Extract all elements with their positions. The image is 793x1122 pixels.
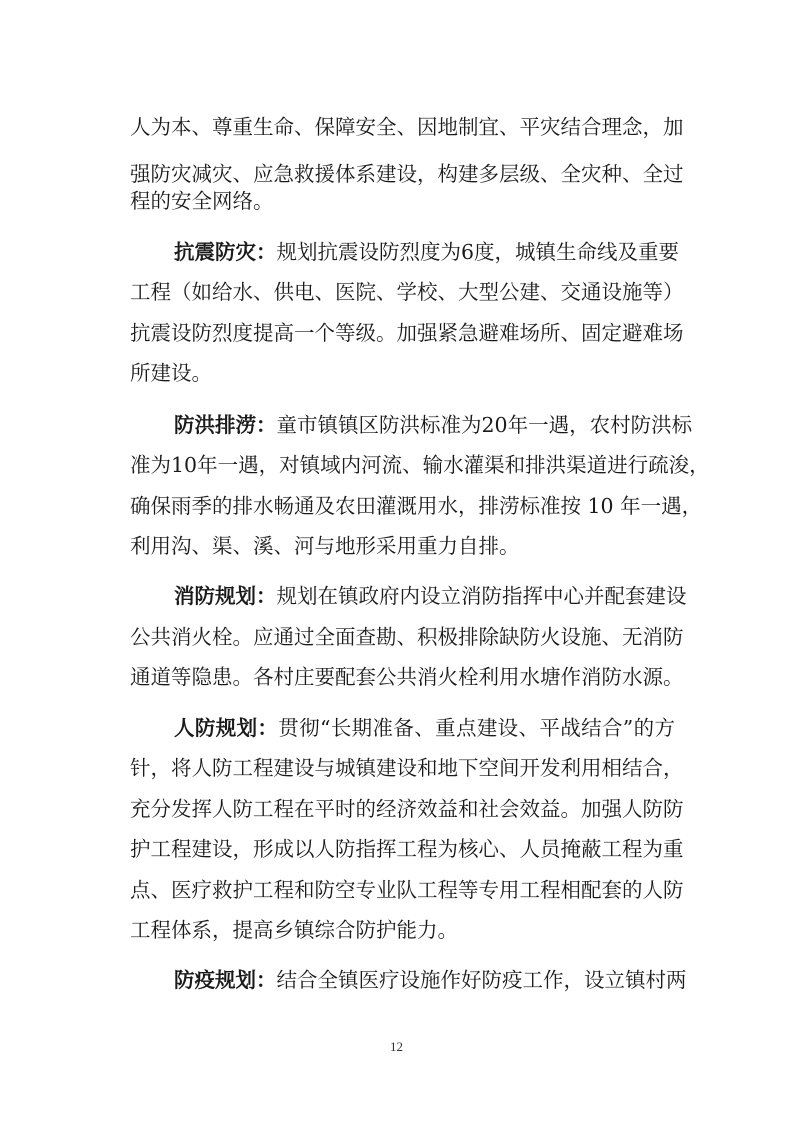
- text-line: 人为本、尊重生命、保障安全、因地制宜、平灾结合理念，加: [130, 115, 684, 139]
- text-line: 准为10年一遇，对镇域内河流、输水灌渠和排洪渠道进行疏浚，: [130, 453, 710, 477]
- text-span: 贯彻“长期准备、重点建设、平战结合”的方: [278, 716, 675, 740]
- text-span: 童市镇镇区防洪标准为20年一遇，农村防洪标: [276, 413, 693, 437]
- paragraph-first-line: [174, 581, 687, 611]
- text-line: [130, 915, 675, 945]
- text-span: 规划在镇政府内设立消防指挥中心并配套建设: [276, 584, 687, 608]
- text-span: 利用沟、渠、溪、河与地形采用重力自排。: [130, 534, 520, 558]
- section-heading: 防疫规划：: [174, 968, 277, 992]
- paragraph-first-line: [174, 713, 675, 743]
- text-line: [130, 662, 684, 692]
- text-line: 针，将人防工程建设与城镇建设和地下空间开发利用相结合，: [130, 756, 684, 780]
- text-span: 通道等隐患。各村庄要配套公共消火栓利用水塘作消防水源。: [130, 665, 684, 689]
- text-span: 结合全镇医疗设施作好防疫工作，设立镇村两: [276, 968, 687, 992]
- paragraph-first-line: [174, 410, 693, 440]
- text-line: 抗震设防烈度提高一个等级。加强紧急避难场所、固定避难场: [130, 321, 684, 345]
- paragraph-first-line: [174, 965, 687, 995]
- text-span: 所建设。: [130, 361, 212, 385]
- text-line: 确保雨季的排水畅通及农田灌溉用水，排涝标准按 10 年一遇，: [130, 494, 703, 518]
- text-span: 规划抗震设防烈度为6度，城镇生命线及重要: [276, 240, 680, 264]
- text-line: 点、医疗救护工程和防空专业队工程等专用工程相配套的人防: [130, 878, 684, 902]
- text-line: 公共消火栓。应通过全面查勘、积极排除缺防火设施、无消防: [130, 625, 684, 649]
- text-span: 程的安全网络。: [130, 189, 274, 213]
- text-line: 工程（如给水、供电、医院、学校、大型公建、交通设施等）: [130, 280, 684, 304]
- text-line: [130, 358, 675, 388]
- text-line: 充分发挥人防工程在平时的经济效益和社会效益。加强人防防: [130, 797, 684, 821]
- page-number: 12: [390, 1039, 403, 1054]
- section-heading: 消防规划：: [174, 584, 277, 608]
- text-line: 护工程建设，形成以人防指挥工程为核心、人员掩蔽工程为重: [130, 837, 684, 861]
- text-line: [130, 186, 675, 216]
- section-heading: 防洪排涝：: [174, 413, 277, 437]
- text-span: 工程体系，提高乡镇综合防护能力。: [130, 918, 458, 942]
- section-heading: 人防规划：: [174, 716, 279, 740]
- text-line: [130, 531, 675, 561]
- section-heading: 抗震防灾：: [174, 240, 277, 264]
- text-line: 强防灾减灾、应急救援体系建设，构建多层级、全灾种、全过: [130, 162, 684, 186]
- paragraph-first-line: [174, 237, 680, 267]
